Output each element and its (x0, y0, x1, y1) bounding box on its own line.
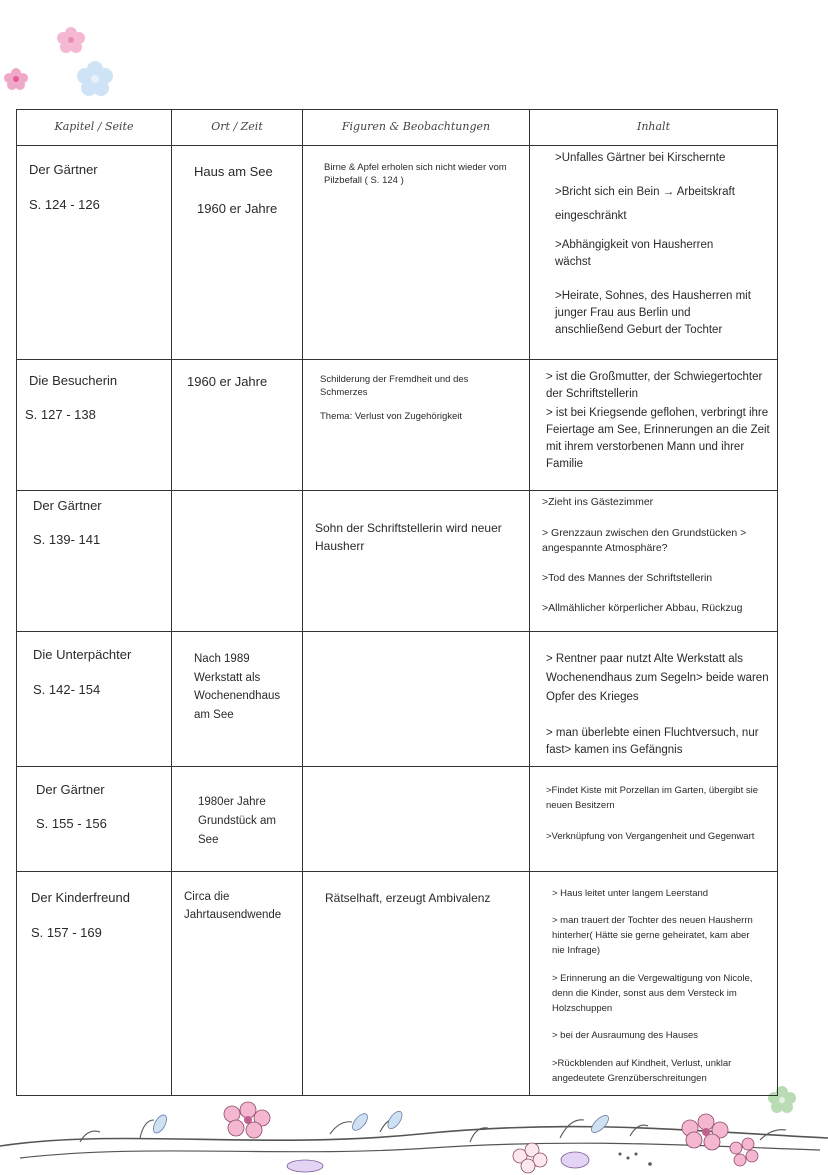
content-item: >Unfalles Gärtner bei Kirschernte (555, 152, 726, 164)
header-col-chapter: Kapitel / Seite (54, 120, 134, 133)
content-item: >Heirate, Sohnes, des Hausherren mit junger Frau aus Berlin und anschließend Geburt der Tochter (555, 290, 751, 336)
content-item: >Zieht ins Gästezimmer (542, 496, 654, 508)
chapter-title: Der Gärtner (29, 162, 98, 177)
chapter-pages: S. 127 - 138 (25, 407, 96, 422)
content-item: >Findet Kiste mit Porzellan im Garten, übergibt sie neuen Besitzern (546, 785, 758, 811)
content-item: > Grenzzaun zwischen den Grundstücken > angespannte Atmosphäre? (542, 527, 747, 554)
chapter-pages: S. 124 - 126 (29, 197, 100, 212)
content-item: >Abhängigkeit von Hausherren wächst (555, 239, 714, 268)
content-item: > Rentner paar nutzt Alte Werkstatt als Wochenendhaus zum Segeln> beide waren Opfer des Krieges (546, 653, 769, 703)
chapter-title: Der Kinderfreund (31, 890, 130, 905)
content-item: > bei der Ausraumung des Hauses (552, 1030, 699, 1041)
chapter-pages: S. 155 - 156 (36, 816, 107, 831)
content-item: >Rückblenden auf Kindheit, Verlust, unklar angedeutete Grenzüberschreitungen (552, 1058, 732, 1084)
content-item: > Haus leitet unter langem Leerstand (552, 888, 709, 899)
table-header-row (16, 109, 778, 146)
content-item: > man überlebte einen Fluchtversuch, nur fast> kamen ins Gefängnis (546, 727, 759, 756)
content-item: >Tod des Mannes der Schriftstellerin (542, 572, 713, 584)
content-item: >Verknüpfung von Vergangenheit und Gegenwart (546, 831, 755, 842)
table-row (16, 145, 778, 360)
figures-note: Rätselhaft, erzeugt Ambivalenz (325, 891, 491, 905)
pink-flower-icon (56, 26, 86, 54)
floral-vine-decoration (0, 1098, 828, 1175)
content-item: >Bricht sich ein Bein → Arbeitskraft eingeschränkt (555, 186, 735, 222)
place: Nach 1989 Werkstatt als Wochenendhaus am See (194, 653, 281, 721)
chapter-pages: S. 139- 141 (33, 532, 101, 547)
time: Circa die Jahrtausendwende (184, 891, 282, 921)
time: 1960 er Jahre (187, 374, 268, 389)
content-item: > Erinnerung an die Vergewaltigung von Nicole, denn die Kinder, sonst aus dem Versteck im Holzschuppen (552, 973, 753, 1014)
table-row (16, 632, 778, 767)
chapter-pages: S. 142- 154 (33, 682, 101, 697)
chapter-title: Die Unterpächter (33, 647, 132, 662)
content-item: >Allmählicher körperlicher Abbau, Rückzug (542, 602, 743, 614)
figures-note: Sohn der Schriftstellerin wird neuer Hausherr (315, 521, 502, 553)
chapter-title: Der Gärtner (33, 498, 102, 513)
table-row (16, 360, 778, 491)
chapter-title: Der Gärtner (36, 782, 105, 797)
place: Haus am See (194, 164, 273, 179)
time: 1960 er Jahre (197, 201, 278, 216)
chapter-title: Die Besucherin (29, 373, 118, 388)
header-col-place: Ort / Zeit (211, 120, 263, 133)
header-col-content: Inhalt (636, 120, 670, 133)
blue-flower-icon (76, 60, 114, 98)
table-row (16, 767, 778, 872)
content-item: > ist bei Kriegsende geflohen, verbringt ihre Feiertage am See, Erinnerungen an die Zeit mit ihrem verstorbenen Mann und ihrer Familie (546, 407, 770, 470)
content-item: > ist die Großmutter, der Schwiegertochter der Schriftstellerin (546, 371, 763, 400)
place: 1980er Jahre Grundstück am See (198, 796, 276, 846)
content-item: > man trauert der Tochter des neuen Hausherrn hinterher( Hätte sie gerne geheiratet, kam aber nie Infrage) (552, 915, 753, 956)
small-pink-flower-icon (4, 68, 28, 90)
figures-note: Schilderung der Fremdheit und des Schmerzes (320, 374, 469, 398)
figures-theme: Thema: Verlust von Zugehörigkeit (320, 411, 463, 422)
chapter-pages: S. 157 - 169 (31, 925, 102, 940)
figures-note: Birne & Apfel erholen sich nicht wieder vom Pilzbefall ( S. 124 ) (324, 162, 507, 186)
header-col-figures: Figuren & Beobachtungen (341, 120, 491, 133)
table-row (16, 491, 778, 632)
table-row (16, 872, 778, 1096)
